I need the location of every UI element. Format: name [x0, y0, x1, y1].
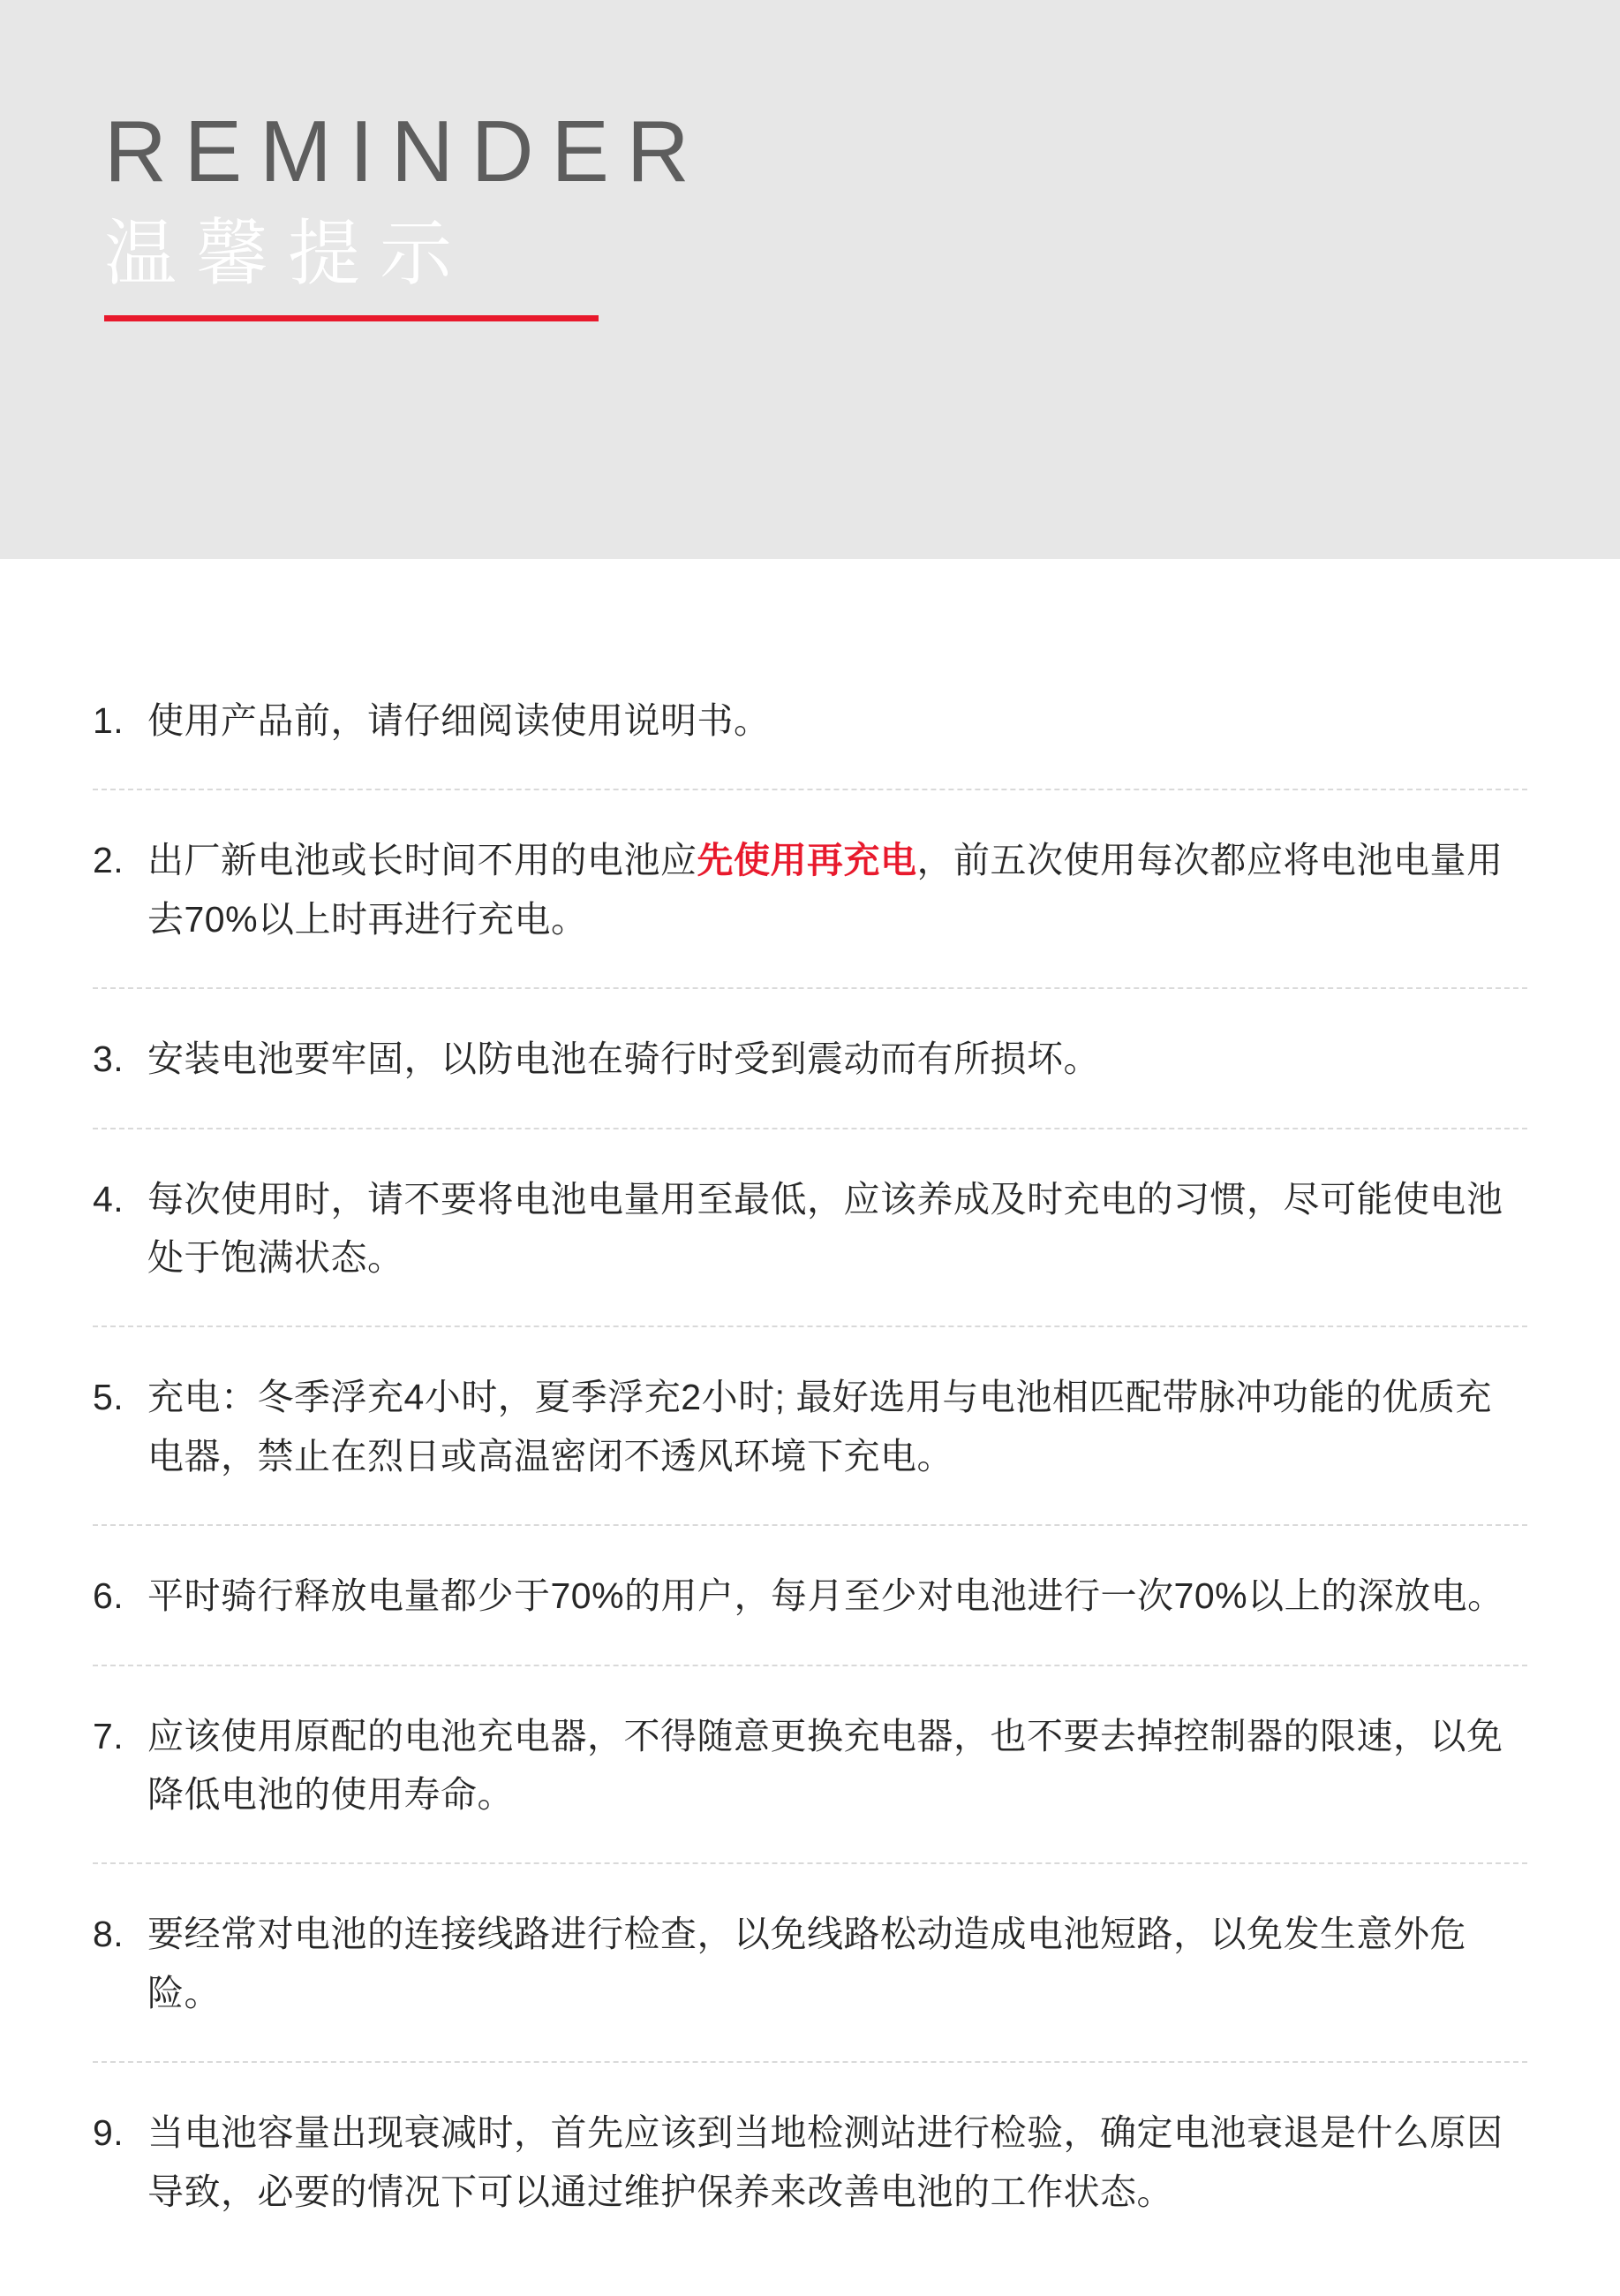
highlighted-text: 先使用再充电: [697, 840, 917, 881]
body-text: 安装电池要牢固，以防电池在骑行时受到震动而有所损坏。: [147, 1038, 1100, 1080]
list-item-text: [93, 1905, 1527, 2022]
list-item-text: [93, 1567, 1527, 1625]
body-text: 充电：冬季浮充4小时，夏季浮充2小时; 最好选用与电池相匹配带脉冲功能的优质充电器，禁止在烈日或高温密闭不透风环境下充电。: [147, 1377, 1492, 1477]
list-item: [93, 2103, 1527, 2260]
body-text: 应该使用原配的电池充电器，不得随意更换充电器，也不要去掉控制器的限速，以免降低电池的使用寿命。: [147, 1715, 1503, 1816]
body-text: 平时骑行释放电量都少于70%的用户，每月至少对电池进行一次70%以上的深放电。: [147, 1575, 1504, 1617]
list-item-text: [93, 831, 1527, 948]
list-item-text: [93, 2103, 1527, 2221]
list-item: [93, 831, 1527, 989]
page-title-cn: 温馨提示: [104, 213, 472, 294]
list-item: [93, 1567, 1527, 1665]
list-item-number: 3.: [93, 1038, 124, 1080]
body-text: 出厂新电池或长时间不用的电池应: [147, 840, 697, 881]
body-text: ，前五次使用每次都应将电池电量用去70%以上时再进行充电。: [147, 840, 1503, 940]
list-item-number: 2.: [93, 840, 124, 881]
list-item-number: 6.: [93, 1575, 124, 1617]
list-item-number: 1.: [93, 700, 124, 741]
list-item-number: 7.: [93, 1715, 124, 1756]
list-item-text: [93, 1170, 1527, 1288]
list-item: [93, 1030, 1527, 1129]
body-text: 当电池容量出现衰减时，首先应该到当地检测站进行检验，确定电池衰退是什么原因导致，必要的情况下可以通过维护保养来改善电池的工作状态。: [147, 2112, 1503, 2212]
title-underline-rule: [104, 315, 599, 321]
list-item-number: 8.: [93, 1914, 124, 1955]
list-item-text: [93, 1368, 1527, 1485]
list-item-number: 9.: [93, 2112, 124, 2154]
reminder-banner: [0, 0, 1620, 559]
list-item-text: [93, 691, 1527, 750]
list-item-text: [93, 1707, 1527, 1824]
list-item: [93, 1905, 1527, 2063]
banner-title-group: [104, 102, 707, 321]
list-item: [93, 1170, 1527, 1328]
reminder-list: [93, 691, 1527, 2260]
list-item: [93, 1707, 1527, 1865]
body-text: 每次使用时，请不要将电池电量用至最低，应该养成及时充电的习惯，尽可能使电池处于饱满状态。: [147, 1178, 1503, 1279]
reminder-content: [0, 559, 1620, 2260]
list-item-number: 4.: [93, 1178, 124, 1220]
body-text: 要经常对电池的连接线路进行检查，以免线路松动造成电池短路，以免发生意外危险。: [147, 1914, 1466, 2013]
page-title-en: REMINDER: [104, 102, 707, 200]
body-text: 使用产品前，请仔细阅读使用说明书。: [147, 700, 771, 741]
list-item: [93, 691, 1527, 790]
list-item-number: 5.: [93, 1377, 124, 1418]
list-item-text: [93, 1030, 1527, 1088]
list-item: [93, 1368, 1527, 1526]
